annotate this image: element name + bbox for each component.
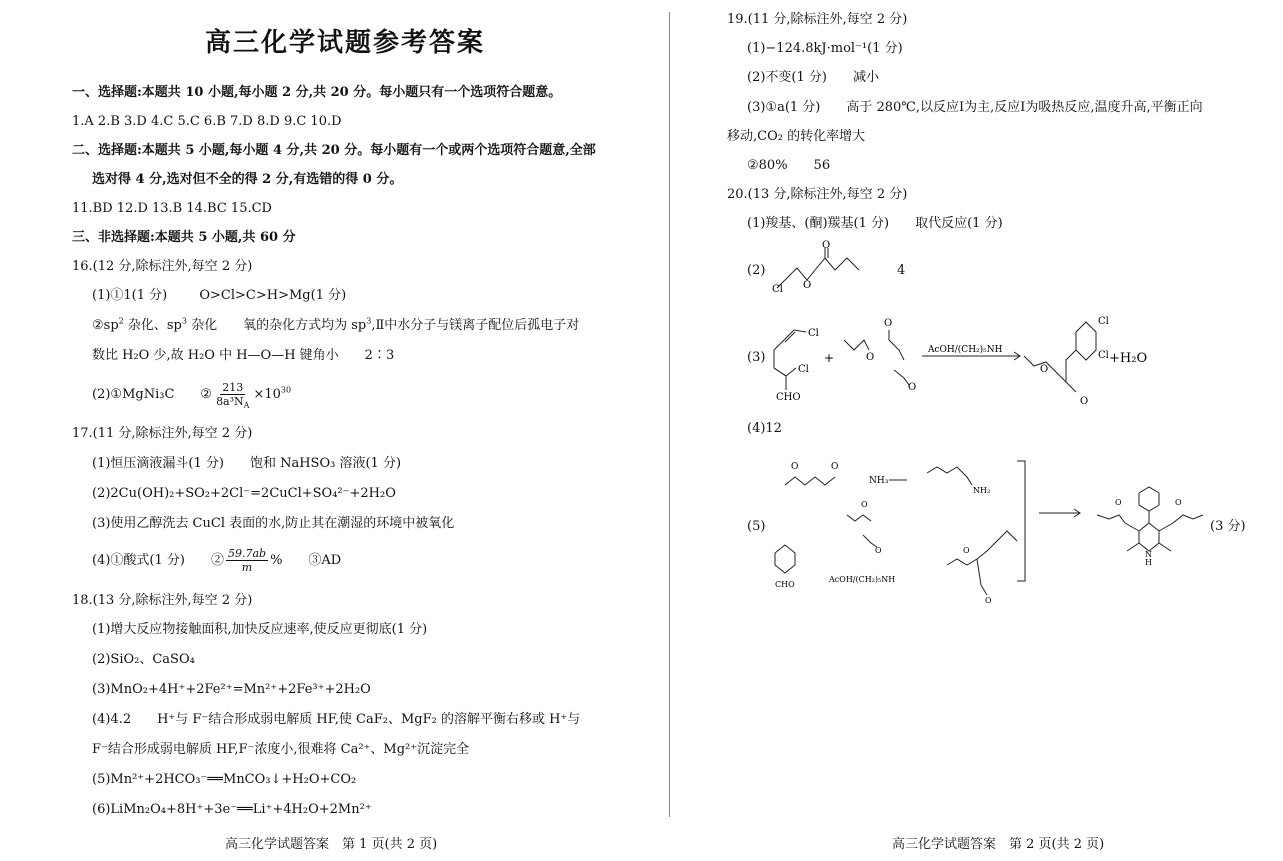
section-1-answers: 1.A 2.B 3.D 4.C 5.C 6.B 7.D 8.D 9.C 10.D xyxy=(72,114,342,129)
fraction-denominator-text: 8a³N xyxy=(216,395,244,408)
q16-part1-line3: 数比 H₂O 少,故 H₂O 中 H—O—H 键角小 2∶3 xyxy=(92,348,395,363)
page-title: 高三化学试题参考答案 xyxy=(205,28,486,58)
section-2-answers: 11.BD 12.D 13.B 14.BC 15.CD xyxy=(72,201,272,216)
q20-part2-answer: 4 xyxy=(897,263,906,278)
q18-part4-line1: (4)4.2 H⁺与 F⁻结合形成弱电解质 HF,使 CaF₂、MgF₂ 的溶解平衡右移或 H⁺与 xyxy=(92,712,581,727)
page-divider xyxy=(669,12,670,817)
section-3-heading: 三、非选择题:本题共 5 小题,共 60 分 xyxy=(72,230,296,245)
atom-label: Cl xyxy=(772,284,783,295)
q16-part1-line1 xyxy=(92,287,346,305)
q16-answer-1a: (1)①1(1 分) xyxy=(92,288,168,303)
q18-part2: (2)SiO₂、CaSO₄ xyxy=(92,652,195,667)
q16-power-text: ×10 xyxy=(253,387,281,402)
q19-part3-line3: ②80% 56 xyxy=(747,158,831,173)
section-2-heading-line2: 选对得 4 分,选对但不全的得 2 分,有选错的得 0 分。 xyxy=(92,172,403,187)
q20-part5-score: (3 分) xyxy=(1210,519,1246,534)
fraction-sub: A xyxy=(243,401,250,411)
q19-heading: 19.(11 分,除标注外,每空 2 分) xyxy=(727,12,908,27)
q16-answer-2a: (2)①MgNi₃C ② xyxy=(92,387,213,402)
q18-part5: (5)Mn²⁺+2HCO₃⁻══MnCO₃↓+H₂O+CO₂ xyxy=(92,772,357,787)
q18-part6: (6)LiMn₂O₄+8H⁺+3e⁻══Li⁺+4H₂O+2Mn²⁺ xyxy=(92,802,372,817)
q16-part1-line2 xyxy=(92,317,579,335)
q17-part1: (1)恒压滴液漏斗(1 分) 饱和 NaHSO₃ 溶液(1 分) xyxy=(92,456,402,471)
atom-label: H xyxy=(1145,558,1152,567)
atom-label: O xyxy=(866,352,875,363)
page-1-footer: 高三化学试题答案 第 1 页(共 2 页) xyxy=(225,837,438,852)
atom-label: Cl xyxy=(808,328,819,339)
atom-label: O xyxy=(1115,498,1122,507)
atom-label: Cl xyxy=(1098,350,1109,361)
q20-part4: (4)12 xyxy=(747,421,782,436)
q17-purity-fraction xyxy=(226,547,268,574)
plus-sign: + xyxy=(824,351,835,365)
atom-label: Cl xyxy=(1098,316,1109,327)
atom-label: O xyxy=(884,318,893,329)
q16-sp2-text: ②sp xyxy=(92,318,119,333)
q16-sup: 2 xyxy=(118,316,124,326)
atom-label: O xyxy=(861,500,868,509)
atom-label: Cl xyxy=(798,364,809,375)
atom-label: O xyxy=(875,546,882,555)
reagent-nh3: NH₃ xyxy=(869,476,889,486)
q18-part3: (3)MnO₂+4H⁺+2Fe²⁺=Mn²⁺+2Fe³⁺+2H₂O xyxy=(92,682,371,697)
atom-label: CHO xyxy=(776,392,801,403)
q20-part1: (1)羧基、(酮)羰基(1 分) 取代反应(1 分) xyxy=(747,216,1003,231)
byproduct: +H₂O xyxy=(1109,351,1148,366)
answer-page-2 xyxy=(672,0,1283,861)
q16-exponent: 30 xyxy=(280,385,292,395)
fraction-numerator: 213 xyxy=(222,381,244,394)
q19-part3-line2: 移动,CO₂ 的转化率增大 xyxy=(727,129,866,144)
q16-sup: 3 xyxy=(366,316,372,326)
q20-part2-structure xyxy=(767,240,907,300)
q18-part1: (1)增大反应物接触面积,加快反应速率,使反应更彻底(1 分) xyxy=(92,622,428,637)
reaction-reagent: AcOH/(CH₂)₅NH xyxy=(928,345,1003,355)
atom-label: CHO xyxy=(775,580,795,589)
reaction-reagent: AcOH/(CH₂)₅NH xyxy=(829,575,896,584)
page-2-footer: 高三化学试题答案 第 2 页(共 2 页) xyxy=(892,837,1105,852)
q16-heading: 16.(12 分,除标注外,每空 2 分) xyxy=(72,259,253,274)
q20-part2-label: (2) xyxy=(747,263,766,278)
section-2-heading-line1: 二、选择题:本题共 5 小题,每小题 4 分,共 20 分。每小题有一个或两个选项符合题意,全部 xyxy=(72,143,596,158)
q16-sp3-text: 杂化、sp xyxy=(123,318,182,333)
q18-heading: 18.(13 分,除标注外,每空 2 分) xyxy=(72,593,253,608)
atom-label: O xyxy=(963,546,970,555)
q20-part5-label: (5) xyxy=(747,519,766,534)
q16-hybrid-text: 杂化 氧的杂化方式均为 sp xyxy=(186,318,367,333)
q17-part4 xyxy=(92,547,341,575)
q20-heading: 20.(13 分,除标注外,每空 2 分) xyxy=(727,187,908,202)
q17-answer-4a: (4)①酸式(1 分) ② xyxy=(92,553,224,568)
atom-label: O xyxy=(1175,498,1182,507)
q19-part1: (1)−124.8kJ·mol⁻¹(1 分) xyxy=(747,41,903,56)
atom-label: O xyxy=(985,596,992,605)
q20-part3-label: (3) xyxy=(747,350,766,365)
fraction-numerator: 59.7ab xyxy=(227,547,267,560)
q17-answer-4bc: % ③AD xyxy=(270,553,342,568)
atom-label: O xyxy=(791,462,799,472)
q17-part3: (3)使用乙醇洗去 CuCl 表面的水,防止其在潮湿的环境中被氧化 xyxy=(92,516,455,531)
q18-part4-line2: F⁻结合形成弱电解质 HF,F⁻浓度小,很难将 Ca²⁺、Mg²⁺沉淀完全 xyxy=(92,742,470,757)
atom-label: O xyxy=(1080,396,1089,407)
q19-part2: (2)不变(1 分) 减小 xyxy=(747,70,879,85)
atom-label: NH₂ xyxy=(973,486,991,495)
section-1-heading: 一、选择题:本题共 10 小题,每小题 2 分,共 20 分。每小题只有一个选项符合题意。 xyxy=(72,85,562,100)
q17-part2: (2)2Cu(OH)₂+SO₂+2Cl⁻=2CuCl+SO₄²⁻+2H₂O xyxy=(92,486,396,501)
q16-density-fraction xyxy=(214,381,251,411)
fraction-denominator xyxy=(214,395,251,411)
q16-explain-text: ,Ⅱ中水分子与镁离子配位后孤电子对 xyxy=(371,318,580,333)
q19-part3-line1: (3)①a(1 分) 高于 280℃,以反应Ⅰ为主,反应Ⅰ为吸热反应,温度升高,平衡正向 xyxy=(747,100,1203,115)
atom-label: O xyxy=(822,240,831,251)
q16-sup: 3 xyxy=(181,316,187,326)
q20-part3-reaction xyxy=(764,310,1244,415)
q20-part5-synthesis xyxy=(767,455,1267,605)
atom-label: O xyxy=(1040,364,1049,375)
atom-label: N xyxy=(1145,550,1152,559)
atom-label: O xyxy=(908,382,917,393)
atom-label: O xyxy=(803,280,812,291)
atom-label: O xyxy=(831,462,839,472)
q16-answer-1b: O>Cl>C>H>Mg(1 分) xyxy=(199,288,347,303)
q16-part2 xyxy=(92,381,291,409)
fraction-denominator: m xyxy=(241,561,253,574)
q17-heading: 17.(11 分,除标注外,每空 2 分) xyxy=(72,426,253,441)
